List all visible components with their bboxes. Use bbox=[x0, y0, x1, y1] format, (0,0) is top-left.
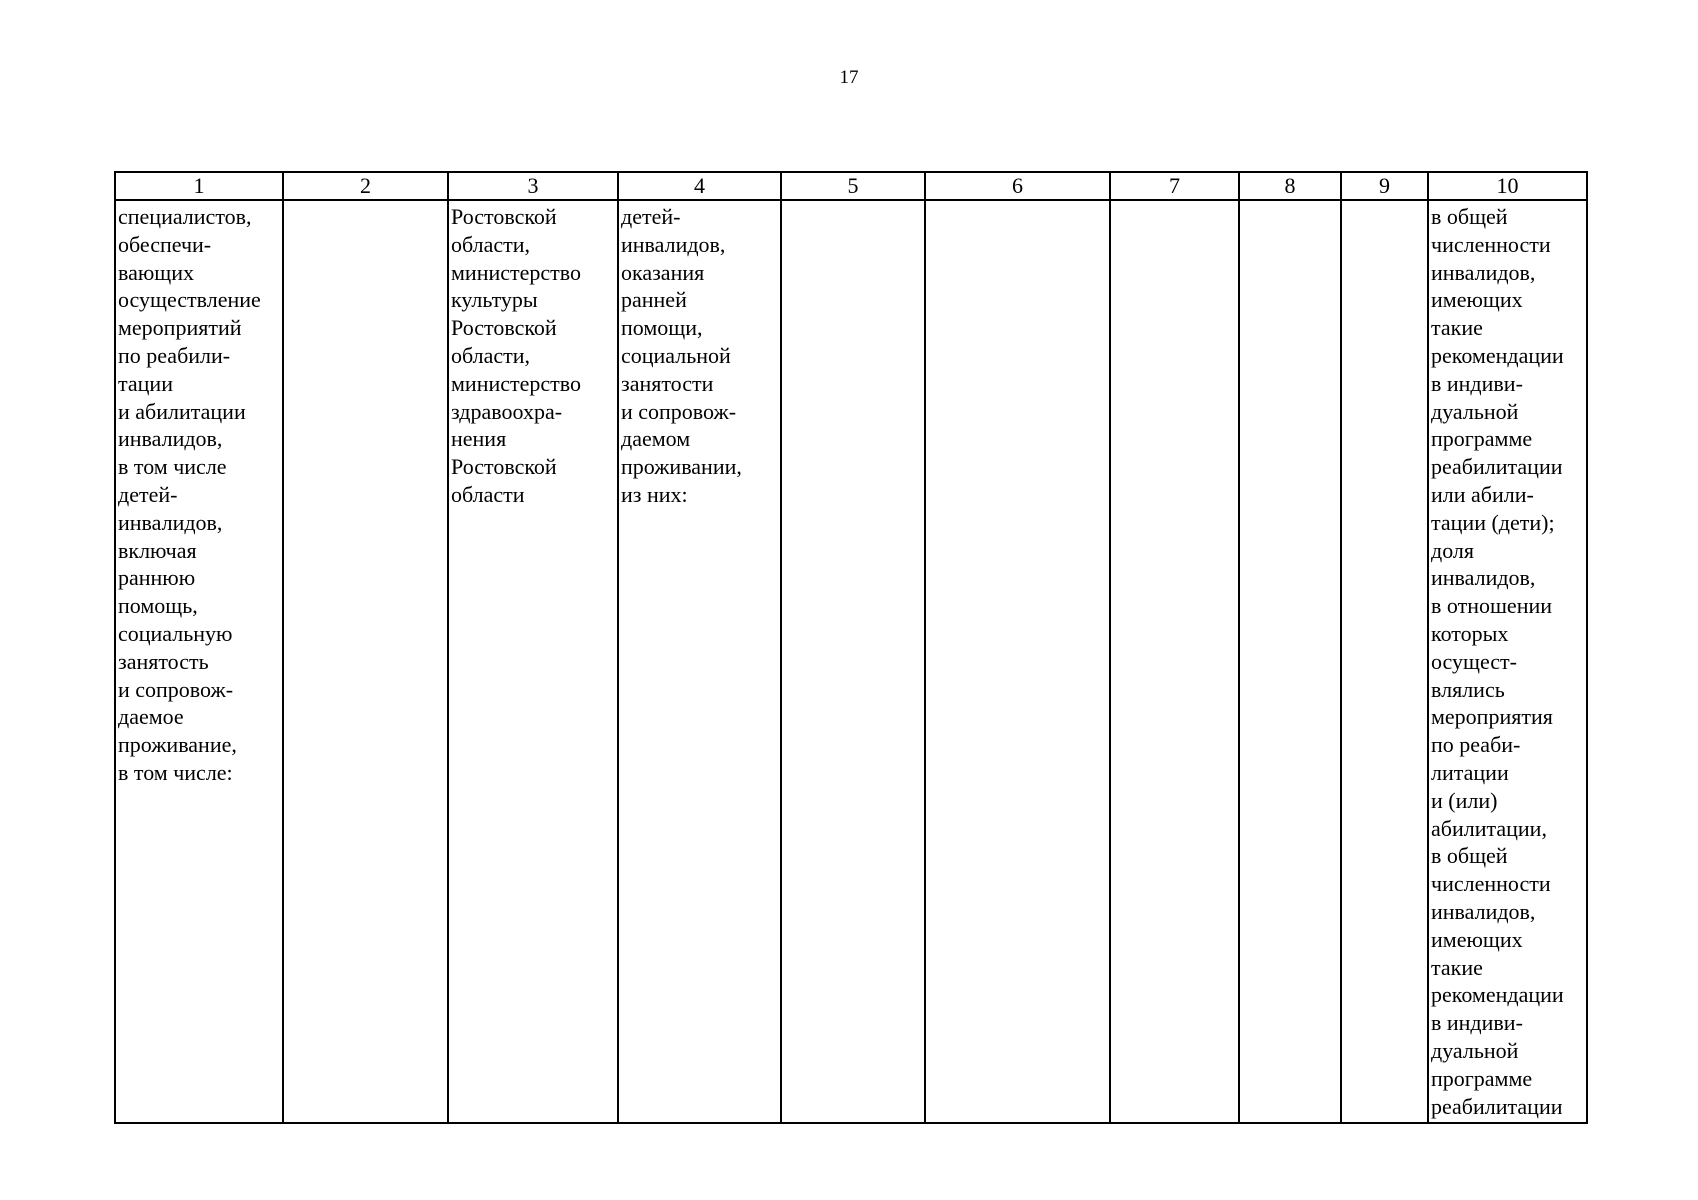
cell-text-line: оказания bbox=[621, 259, 705, 285]
cell-text-line: в том числе bbox=[118, 454, 227, 480]
cell-text-line: специалистов, bbox=[118, 204, 252, 229]
cell-text-line: имеющих bbox=[1431, 926, 1523, 952]
column-header-3: 3 bbox=[448, 172, 618, 200]
cell-text-line: Ростовской bbox=[451, 454, 557, 480]
cell-text-line: здравоохра- bbox=[451, 398, 563, 424]
cell-text-line: обеспечи- bbox=[118, 231, 212, 257]
cell-text-line: и (или) bbox=[1431, 787, 1498, 813]
cell-text-line: занятости bbox=[621, 370, 714, 396]
cell-text-line: инвалидов, bbox=[1431, 259, 1536, 285]
cell-text-line: занятость bbox=[118, 648, 209, 674]
data-table bbox=[114, 171, 1588, 1124]
table-cell-col-5 bbox=[781, 200, 925, 1123]
cell-text-line: Ростовской bbox=[451, 315, 557, 341]
column-header-7: 7 bbox=[1110, 172, 1239, 200]
table-cell-col-8 bbox=[1239, 200, 1341, 1123]
cell-text-line: ранней bbox=[621, 287, 687, 313]
table-row bbox=[115, 200, 1587, 1123]
cell-text-line: проживании, bbox=[621, 454, 742, 480]
cell-text-line: помощь, bbox=[118, 593, 198, 619]
table-cell-col-10 bbox=[1428, 200, 1587, 1123]
cell-text-line: тации bbox=[118, 370, 173, 396]
cell-text-line: или абили- bbox=[1431, 481, 1534, 507]
table-cell-col-4 bbox=[618, 200, 781, 1123]
column-header-6: 6 bbox=[925, 172, 1110, 200]
cell-text-line: раннюю bbox=[118, 565, 196, 591]
cell-text-line: социальную bbox=[118, 620, 233, 646]
column-header-10: 10 bbox=[1428, 172, 1587, 200]
cell-text-line: абилитации, bbox=[1431, 815, 1547, 841]
cell-text-line: в индиви- bbox=[1431, 1010, 1523, 1036]
cell-text-line: и абилитации bbox=[118, 398, 246, 424]
cell-text-line: программе bbox=[1431, 1065, 1533, 1091]
cell-text-line: реабилитации bbox=[1431, 1093, 1563, 1119]
table-cell-col-7 bbox=[1110, 200, 1239, 1123]
header-row bbox=[115, 172, 1587, 200]
cell-text-line: из них: bbox=[621, 481, 688, 507]
cell-text-line: такие bbox=[1431, 315, 1483, 341]
cell-text-line: инвалидов, bbox=[1431, 898, 1536, 924]
cell-text-line: литации bbox=[1431, 759, 1509, 785]
column-header-1: 1 bbox=[115, 172, 283, 200]
cell-text-line: мероприятия bbox=[1431, 704, 1553, 730]
cell-text-line: детей- bbox=[621, 204, 681, 229]
cell-text-line: влялись bbox=[1431, 676, 1505, 702]
cell-text-line: области, bbox=[451, 231, 531, 257]
cell-text-line: осуществление bbox=[118, 287, 261, 313]
cell-text-line: области, bbox=[451, 342, 531, 368]
cell-text-line: министерство bbox=[451, 370, 582, 396]
cell-text-line: инвалидов, bbox=[1431, 565, 1536, 591]
table-cell-col-2 bbox=[283, 200, 448, 1123]
column-header-4: 4 bbox=[618, 172, 781, 200]
cell-text-line: программе bbox=[1431, 426, 1533, 452]
column-header-9: 9 bbox=[1341, 172, 1428, 200]
cell-text-line: имеющих bbox=[1431, 287, 1523, 313]
cell-text-line: в том числе: bbox=[118, 759, 233, 785]
cell-text-line: и сопровож- bbox=[118, 676, 234, 702]
cell-text-line: даемое bbox=[118, 704, 184, 730]
cell-text-line: рекомендации bbox=[1431, 982, 1564, 1008]
cell-text-line: помощи, bbox=[621, 315, 703, 341]
cell-text-line: проживание, bbox=[118, 732, 237, 758]
page-number: 17 bbox=[839, 67, 859, 88]
cell-text-line: и сопровож- bbox=[621, 398, 737, 424]
cell-text-line: инвалидов, bbox=[118, 509, 223, 535]
table-cell-col-9 bbox=[1341, 200, 1428, 1123]
cell-text-line: инвалидов, bbox=[118, 426, 223, 452]
cell-text-line: численности bbox=[1431, 231, 1551, 257]
cell-text-line: в индиви- bbox=[1431, 370, 1523, 396]
cell-text-line: детей- bbox=[118, 481, 178, 507]
cell-text-line: Ростовской bbox=[451, 204, 557, 229]
cell-text-line: нения bbox=[451, 426, 507, 452]
cell-text-line: министерство bbox=[451, 259, 582, 285]
cell-text-line: тации (дети); bbox=[1431, 509, 1555, 535]
cell-text-line: численности bbox=[1431, 871, 1551, 897]
cell-text-line: реабилитации bbox=[1431, 454, 1563, 480]
column-header-5: 5 bbox=[781, 172, 925, 200]
cell-text-line: дуальной bbox=[1431, 1037, 1519, 1063]
cell-text-line: доля bbox=[1431, 537, 1475, 563]
cell-text-line: по реабили- bbox=[118, 342, 231, 368]
cell-text-line: по реаби- bbox=[1431, 732, 1521, 758]
cell-text-line: области bbox=[451, 481, 525, 507]
cell-text-line: вающих bbox=[118, 259, 195, 285]
column-header-2: 2 bbox=[283, 172, 448, 200]
cell-text-line: в отношении bbox=[1431, 593, 1553, 619]
cell-text-line: дуальной bbox=[1431, 398, 1519, 424]
column-header-8: 8 bbox=[1239, 172, 1341, 200]
cell-text-line: рекомендации bbox=[1431, 342, 1564, 368]
cell-text-line: инвалидов, bbox=[621, 231, 726, 257]
cell-text-line: которых bbox=[1431, 620, 1509, 646]
cell-text-line: осущест- bbox=[1431, 648, 1517, 674]
table-cell-col-3 bbox=[448, 200, 618, 1123]
cell-text-line: даемом bbox=[621, 426, 691, 452]
cell-text-line: мероприятий bbox=[118, 315, 242, 341]
cell-text-line: социальной bbox=[621, 342, 731, 368]
cell-text-line: культуры bbox=[451, 287, 538, 313]
cell-text-line: в общей bbox=[1431, 204, 1508, 229]
cell-text-line: в общей bbox=[1431, 843, 1508, 869]
table-cell-col-6 bbox=[925, 200, 1110, 1123]
cell-text-line: такие bbox=[1431, 954, 1483, 980]
table-cell-col-1 bbox=[115, 200, 283, 1123]
cell-text-line: включая bbox=[118, 537, 197, 563]
